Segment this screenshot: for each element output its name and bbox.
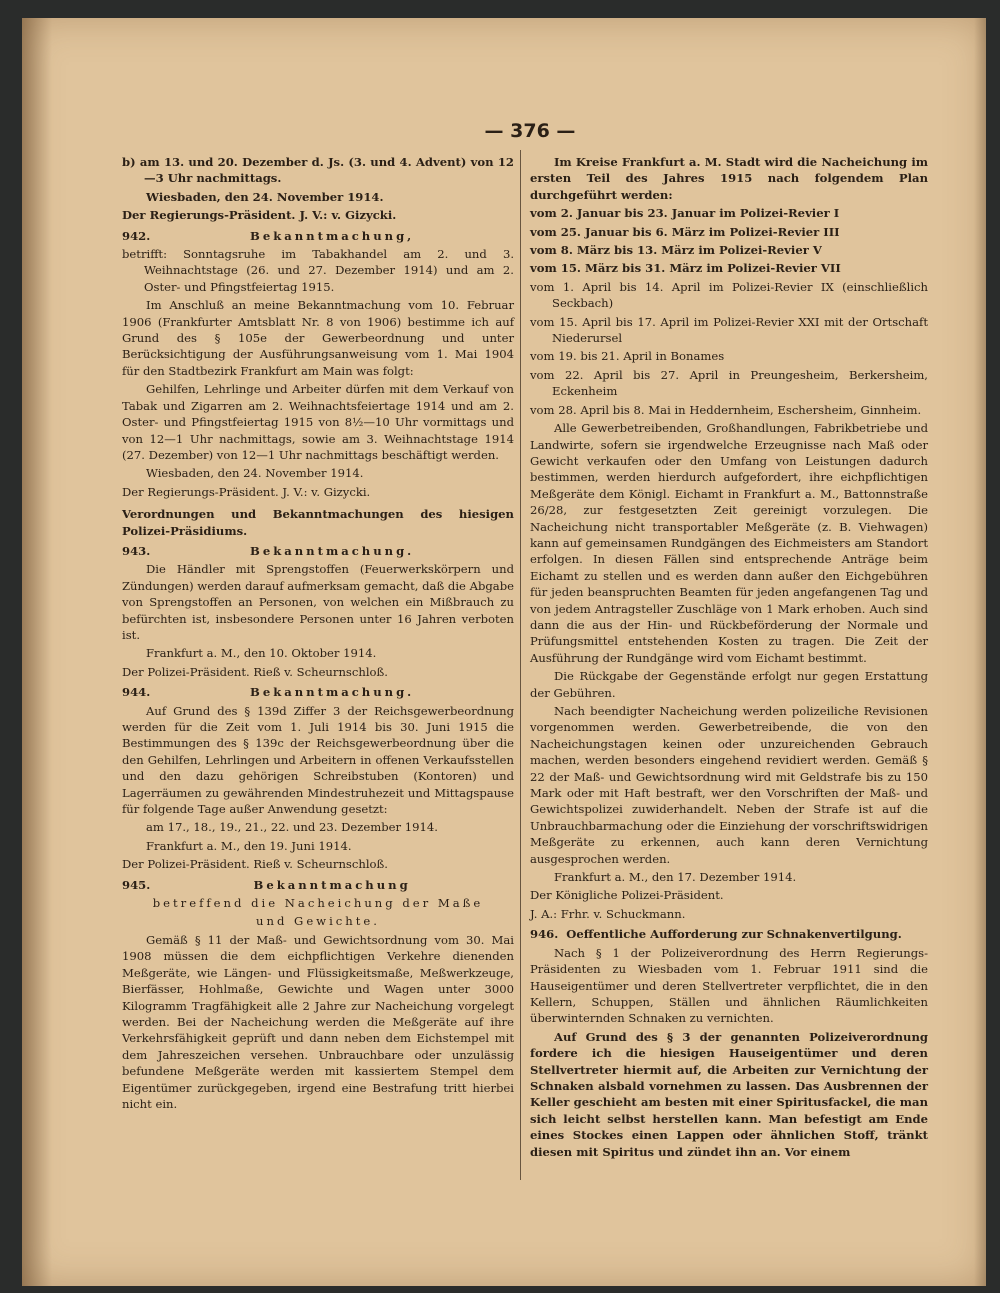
signature: J. A.: Frhr. v. Schuckmann. — [530, 906, 686, 921]
schedule-item: vom 28. April bis 8. Mai in Heddernheim, Eschersheim, Ginnheim. — [530, 402, 922, 417]
place-date: Wiesbaden, den 24. November 1914. — [146, 189, 384, 204]
notice-paragraph: Gemäß § 11 der Maß- und Gewichtsordnung vom 30. Mai 1908 müssen die dem eichpflichtigen Verkehre dienenden Meßgeräte, wie Längen- und Flüssigkeitsmaße, Meßwerkzeuge, Bierfässer, Hohlmaße, Gewichte und Wagen unter 3000 Kilogramm Tragfähigkeit alle 2 Jahre zur Nacheichung vorgelegt werden. Bei der Nacheichung werden die Meßgeräte auf ihre Verkehrsfähigkeit geprüft und dann neben dem Eichstempel mit dem Jahreszeichen versehen. Unbrauchbare oder unzulässig befundene Meßgeräte werden mit kassiertem Stempel dem Eigentümer zurückgegeben, irgend eine Bestrafung tritt hierbei nicht ein. — [122, 932, 514, 1111]
place-date: Frankfurt a. M., den 17. Dezember 1914. — [554, 870, 797, 885]
notice-subtitle: betreffend die Nacheichung der Maße — [152, 896, 484, 911]
notice-paragraph: Die Rückgabe der Gegenstände erfolgt nur gegen Erstattung der Gebühren. — [530, 669, 928, 700]
schedule-item: vom 15. April bis 17. April im Polizei-Revier XXI mit der Ortschaft Niederursel — [530, 314, 928, 346]
notice-title: Bekanntmachung, — [250, 228, 415, 243]
notice-paragraph: Nach beendigter Nacheichung werden polizeiliche Revisionen vorgenommen werden. Gewerbetreibende, die von den Nacheichungstagen keinen oder unzureichenden Gebrauch machen, werden besonders eingehend revidiert werden. Gemäß § 22 der Maß- und Gewichtsordnung wird mit Geldstrafe bis zu 150 Mark oder mit Haft bestraft, wer den Vorschriften der Maß- und Gewichtspolizei zuwiderhandelt. Neben der Strafe ist auf die Unbrauchbarmachung oder die Einziehung der vorschriftswidrigen Meßgeräte zu erkennen, auch kann deren Vernichtung ausgesprochen werden. — [530, 704, 928, 866]
notice-paragraph: Auf Grund des § 3 der genannten Polizeiverordnung fordere ich die hiesigen Hauseigentümer und deren Stellvertreter hiermit auf, die Arbeiten zur Vernichtung der Schnaken alsbald vornehmen zu lassen. Das Ausbrennen der Keller geschieht am besten mit einer Spiritusfackel, die man sich leicht selbst herstellen kann. Man befestigt am Ende eines Stockes einen Lappen oder ähnlichen Stoff, tränkt diesen mit Spiritus und zündet ihn an. Vor einem — [530, 1029, 928, 1159]
notice-paragraph: Alle Gewerbetreibenden, Großhandlungen, Fabrikbetriebe und Landwirte, sofern sie irgendwelche Erzeugnisse nach Maß oder Gewicht verkaufen oder den Umfang von Leistungen dadurch bestimmen, werden hierdurch aufgefordert, ihre eichpflichtigen Meßgeräte dem Königl. Eichamt in Frankfurt a. M., Battonnstraße 26/28, zur festgesetzten Zeit gereinigt vorzulegen. Die Nacheichung nicht transportabler Meßgeräte (z. B. Viehwagen) kann auf gemeinsamen Rundgängen des Eichmeisters am Standort erfolgen. In diesen Fällen sind entsprechende Anträge beim Eichamt zu stellen und es werden dann außer den Eichgebühren für jeden beanspruchten Beamten für jeden angefangenen Tag und von jedem Antragsteller Zuschläge von 1 Mark erhoben. Auch sind dann die aus der Hin- und Rückbeförderung der Normale und Prüfungsmittel entstehenden Kosten zu tragen. Die Zeit der Ausführung der Rundgänge wird vom Eichamt bestimmt. — [530, 421, 928, 665]
right-column — [530, 154, 928, 1162]
schedule-item: vom 25. Januar bis 6. März im Polizei-Revier III — [530, 224, 840, 239]
notice-title: Oeffentliche Aufforderung zur Schnakenvertilgung. — [566, 927, 902, 942]
notice-subject: betrifft: Sonntagsruhe im Tabakhandel am 2. und 3. Weihnachtstage (26. und 27. Dezember 1914) und am 2. Oster- und Pfingstfeiertag 1915. — [122, 247, 514, 294]
notice-paragraph: Gehilfen, Lehrlinge und Arbeiter dürfen mit dem Verkauf von Tabak und Zigarren am 2. Weihnachtsfeiertage 1914 und am 2. Oster- und Pfingstfeiertag 1915 von 8½—10 Uhr vormittags und von 12—1 Uhr nachmittags, sowie am 3. Weihnachtstage 1914 (27. Dezember) von 12—1 Uhr nachmittags beschäftigt werden. — [122, 382, 514, 462]
schedule-list — [530, 205, 928, 418]
place-date: Wiesbaden, den 24. November 1914. — [146, 466, 364, 481]
column-divider — [520, 150, 521, 1180]
place-date: Frankfurt a. M., den 19. Juni 1914. — [146, 838, 352, 853]
notice-946-heading — [530, 926, 928, 942]
signature: Der Regierungs-Präsident. J. V.: v. Gizycki. — [122, 208, 397, 223]
notice-title: Bekanntmachung. — [250, 685, 415, 700]
page-spine-shadow — [22, 18, 52, 1286]
signature: Der Polizei-Präsident. Rieß v. Scheurnschloß. — [122, 857, 388, 872]
notice-number: 945. — [122, 877, 151, 892]
notice-number: 944. — [122, 685, 151, 700]
notice-paragraph: Die Händler mit Sprengstoffen (Feuerwerkskörpern und Zündungen) werden darauf aufmerksam gemacht, daß die Abgabe von Sprengstoffen an Personen, von welchen ein Mißbrauch zu befürchten ist, insbesondere Personen unter 16 Jahren verboten ist. — [122, 562, 514, 642]
schedule-item: vom 8. März bis 13. März im Polizei-Revier V — [530, 243, 822, 258]
notice-number: 943. — [122, 543, 151, 558]
notice-number: 946. — [530, 927, 559, 942]
notice-paragraph: Im Kreise Frankfurt a. M. Stadt wird die Nacheichung im ersten Teil des Jahres 1915 nach folgendem Plan durchgeführt werden: — [530, 155, 928, 202]
notice-title: Bekanntmachung. — [250, 543, 415, 558]
section-heading: Verordnungen und Bekanntmachungen des hiesigen Polizei-Präsidiums. — [122, 507, 514, 538]
signature: Der Königliche Polizei-Präsident. — [530, 888, 724, 903]
notice-title: Bekanntmachung — [253, 877, 411, 892]
schedule-item: vom 19. bis 21. April in Bonames — [530, 349, 725, 364]
notice-943-heading — [122, 543, 514, 559]
notice-subtitle: und Gewichte. — [256, 914, 380, 929]
schedule-item: vom 1. April bis 14. April im Polizei-Revier IX (einschließlich Seckbach) — [530, 279, 928, 311]
signature: Der Regierungs-Präsident. J. V.: v. Gizycki. — [122, 484, 371, 499]
notice-942-heading — [122, 228, 514, 244]
notice-paragraph: Auf Grund des § 139d Ziffer 3 der Reichsgewerbeordnung werden für die Zeit vom 1. Juli 1914 bis 30. Juni 1915 die Bestimmungen des § 139c der Reichsgewerbeordnung über die den Gehilfen, Lehrlingen und Arbeitern in offenen Verkaufsstellen und den dazu gehörigen Schreibstuben (Kontoren) und Lagerräumen zu gewährenden Mindestruhezeit und Mittagspause für folgende Tage außer Anwendung gesetzt: — [122, 703, 514, 817]
notice-number: 942. — [122, 228, 151, 243]
schedule-item: vom 15. März bis 31. März im Polizei-Revier VII — [530, 261, 841, 276]
notice-dates: am 17., 18., 19., 21., 22. und 23. Dezember 1914. — [146, 820, 438, 835]
notice-paragraph: Nach § 1 der Polizeiverordnung des Herrn Regierungs-Präsidenten zu Wiesbaden vom 1. Februar 1911 sind die Hauseigentümer und deren Stellvertreter verpflichtet, die in den Kellern, Schuppen, Ställen und ähnlichen Räumlichkeiten überwinternden Schnaken zu vernichten. — [530, 945, 928, 1026]
notice-944-heading — [122, 684, 514, 700]
page-edge — [974, 18, 986, 1286]
place-date: Frankfurt a. M., den 10. Oktober 1914. — [146, 646, 377, 661]
page-number: — 376 — — [484, 120, 576, 142]
notice-945-heading — [122, 877, 514, 893]
schedule-item: vom 2. Januar bis 23. Januar im Polizei-Revier I — [530, 206, 840, 221]
continuation-text: b) am 13. und 20. Dezember d. Js. (3. und 4. Advent) von 12—3 Uhr nachmittags. — [122, 155, 514, 186]
left-column — [122, 154, 514, 1114]
schedule-item: vom 22. April bis 27. April in Preungesheim, Berkersheim, Eckenheim — [530, 367, 928, 399]
notice-paragraph: Im Anschluß an meine Bekanntmachung vom 10. Februar 1906 (Frankfurter Amtsblatt Nr. 8 von 1906) bestimme ich auf Grund des § 105e der Gewerbeordnung und unter Berücksichtigung der Ausführungsanweisung vom 1. Mai 1904 für den Stadtbezirk Frankfurt am Main was folgt: — [122, 298, 514, 378]
signature: Der Polizei-Präsident. Rieß v. Scheurnschloß. — [122, 664, 388, 679]
